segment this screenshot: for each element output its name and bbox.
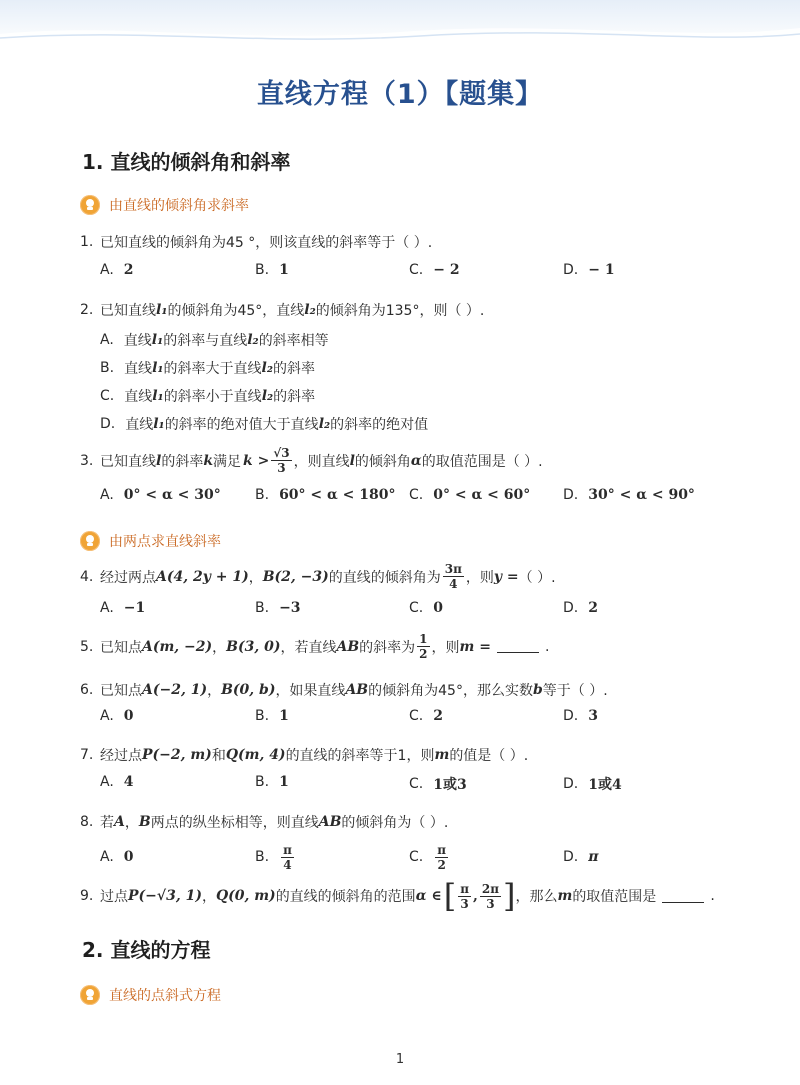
question-5: 5. 已知点 A(m, −2) ， B(3, 0) ，若直线 AB 的斜率为 $\frac{1}{2}$ ，则 m = . [80,632,550,661]
q3-option-a[interactable]: A. 0° < α < 30° [100,487,221,503]
header-band [0,0,800,44]
right-bracket: ] [503,877,516,915]
q7-option-a[interactable]: A. 4 [100,774,134,790]
fraction-1-over-2: $\frac{1}{2}$ [419,632,428,661]
q6-option-c[interactable]: C. 2 [409,708,443,724]
lightbulb-icon [80,195,100,215]
question-1: 1. 已知直线的倾斜角为45 °，则该直线的斜率等于（ ）. [80,234,433,251]
fraction-2pi-over-3: $\frac{2\pi}{3}$ [481,881,499,911]
answer-blank[interactable] [662,890,704,903]
q2-option-d[interactable]: D. 直线 l₁ 的斜率的绝对值大于直线 l₂ 的斜率的绝对值 [100,416,429,433]
page-title: 直线方程（1）【题集】 [256,79,544,110]
q2-option-b[interactable]: B. 直线 l₁ 的斜率大于直线 l₂ 的斜率 [100,360,315,377]
q4-option-a[interactable]: A. −1 [100,600,146,616]
question-3: 3. 已知直线 l 的斜率 k 满足 k > $\frac{√3}{3}$ ，则直线 l 的倾斜角 α 的取值范围是（ ）. [80,446,543,475]
fraction-3pi-over-4: $\frac{3\pi}{4}$ [444,562,462,591]
fraction-sqrt3-over-3: $\frac{√3}{3}$ [273,446,290,475]
q2-option-a[interactable]: A. 直线 l₁ 的斜率与直线 l₂ 的斜率相等 [100,332,329,349]
fraction-pi-over-2: $\frac{\pi}{2}$ [437,842,447,872]
q7-option-d[interactable]: D. 1或4 [563,776,622,793]
q3-option-b[interactable]: B. 60° < α < 180° [255,487,396,503]
subsection-label: 直线的点斜式方程 [109,988,221,1004]
q8-option-d[interactable]: D. π [563,849,599,865]
q7-option-b[interactable]: B. 1 [255,774,289,790]
q4-option-d[interactable]: D. 2 [563,600,598,616]
q7-option-c[interactable]: C. 1或3 [409,776,467,793]
left-bracket: [ [443,877,457,915]
question-6: 6. 已知点 A(−2, 1) ， B(0, b) ，如果直线 AB 的倾斜角为45°，那么实数 b 等于（ ）. [80,682,608,699]
subsection-1 [80,194,249,216]
answer-blank[interactable] [497,640,539,653]
subsection-label: 由两点求直线斜率 [109,534,221,550]
question-7: 7. 经过点 P(−2, m) 和 Q(m, 4) 的直线的斜率等于1，则 m 的值是（ ）. [80,747,529,764]
lightbulb-icon [80,531,100,551]
q3-option-c[interactable]: C. 0° < α < 60° [409,487,531,503]
header-wave-decoration [0,18,800,48]
q3-option-d[interactable]: D. 30° < α < 90° [563,487,695,503]
fraction-pi-over-4: $\frac{\pi}{4}$ [283,842,292,872]
q1-option-d[interactable]: D. − 1 [563,262,615,278]
question-9: 9. 过点 P(−√3, 1) ， Q(0, m) 的直线的倾斜角的范围 α ∈ [ $\frac{\pi}{3}$ , $\frac{2\pi}{3}$ ] ，那么 m 的取值范围是 . [80,877,715,915]
q8-option-a[interactable]: A. 0 [100,849,134,865]
question-8: 8. 若 A ， B 两点的纵坐标相等，则直线 AB 的倾斜角为（ ）. [80,814,449,831]
q6-option-d[interactable]: D. 3 [563,708,598,724]
q6-option-b[interactable]: B. 1 [255,708,289,724]
question-4: 4. 经过两点 A(4, 2y + 1) ， B(2, −3) 的直线的倾斜角为 $\frac{3\pi}{4}$ ，则 y = （ ）. [80,562,556,591]
q6-option-a[interactable]: A. 0 [100,708,134,724]
subsection-label: 由直线的倾斜角求斜率 [109,198,249,214]
q4-option-b[interactable]: B. −3 [255,600,301,616]
lightbulb-icon [80,985,100,1005]
fraction-pi-over-3: $\frac{\pi}{3}$ [460,881,469,911]
subsection-2 [80,530,221,552]
q2-option-c[interactable]: C. 直线 l₁ 的斜率小于直线 l₂ 的斜率 [100,388,316,405]
question-2: 2. 已知直线 l₁ 的倾斜角为45°，直线 l₂ 的倾斜角为135°，则（ ）. [80,302,485,319]
q1-option-a[interactable]: A. 2 [100,262,134,278]
q1-option-b[interactable]: B. 1 [255,262,289,278]
q1-option-c[interactable]: C. − 2 [409,262,460,278]
subsection-3 [80,984,221,1006]
q8-option-c[interactable]: C. $\frac{\pi}{2}$ [409,842,447,872]
q8-option-b[interactable]: B. $\frac{\pi}{4}$ [255,842,292,872]
section-heading-2: 2. 直线的方程 [82,938,211,962]
section-heading-1: 1. 直线的倾斜角和斜率 [82,150,291,174]
page-number: 1 [395,1052,405,1067]
q4-option-c[interactable]: C. 0 [409,600,443,616]
